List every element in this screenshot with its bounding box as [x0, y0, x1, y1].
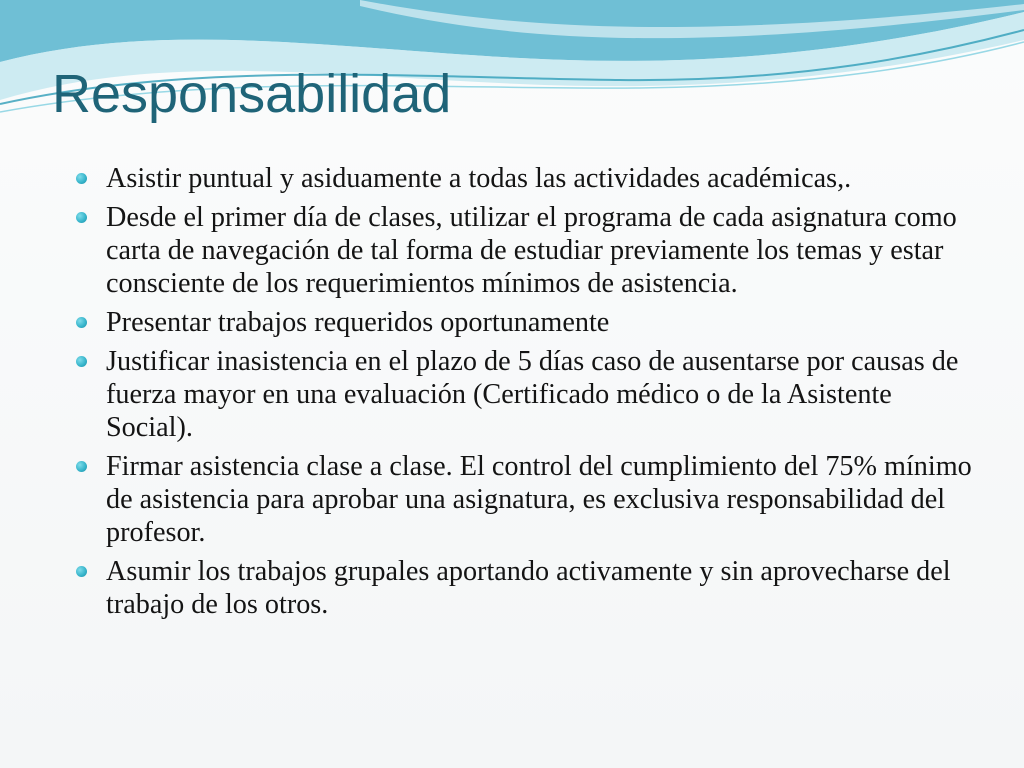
bullet-dot-icon	[76, 212, 87, 223]
bullet-text: Asistir puntual y asiduamente a todas las actividades académicas,.	[106, 163, 852, 194]
bullet-text: Asumir los trabajos grupales aportando activamente y sin aprovecharse del trabajo de los otros.	[106, 556, 951, 620]
bullet-text: Firmar asistencia clase a clase. El control del cumplimiento del 75% mínimo de asistencia para aprobar una asignatura, es exclusiva responsabilidad del profesor.	[106, 451, 972, 548]
bullet-list	[74, 162, 979, 627]
bullet-item	[74, 306, 979, 339]
bullet-text: Justificar inasistencia en el plazo de 5 días caso de ausentarse por causas de fuerza mayor en una evaluación (Certificado médico o de la Asistente Social).	[106, 346, 959, 443]
bullet-item	[74, 450, 979, 549]
bullet-item	[74, 201, 979, 300]
bullet-item	[74, 162, 979, 195]
bullet-dot-icon	[76, 173, 87, 184]
bullet-dot-icon	[76, 566, 87, 577]
bullet-dot-icon	[76, 461, 87, 472]
slide-title: Responsabilidad	[52, 64, 452, 124]
bullet-dot-icon	[76, 317, 87, 328]
bullet-item	[74, 345, 979, 444]
bullet-dot-icon	[76, 356, 87, 367]
bullet-text: Desde el primer día de clases, utilizar el programa de cada asignatura como carta de navegación de tal forma de estudiar previamente los temas y estar consciente de los requerimientos mínimos de asistencia.	[106, 202, 957, 299]
bullet-text: Presentar trabajos requeridos oportunamente	[106, 307, 610, 338]
bullet-item	[74, 555, 979, 621]
